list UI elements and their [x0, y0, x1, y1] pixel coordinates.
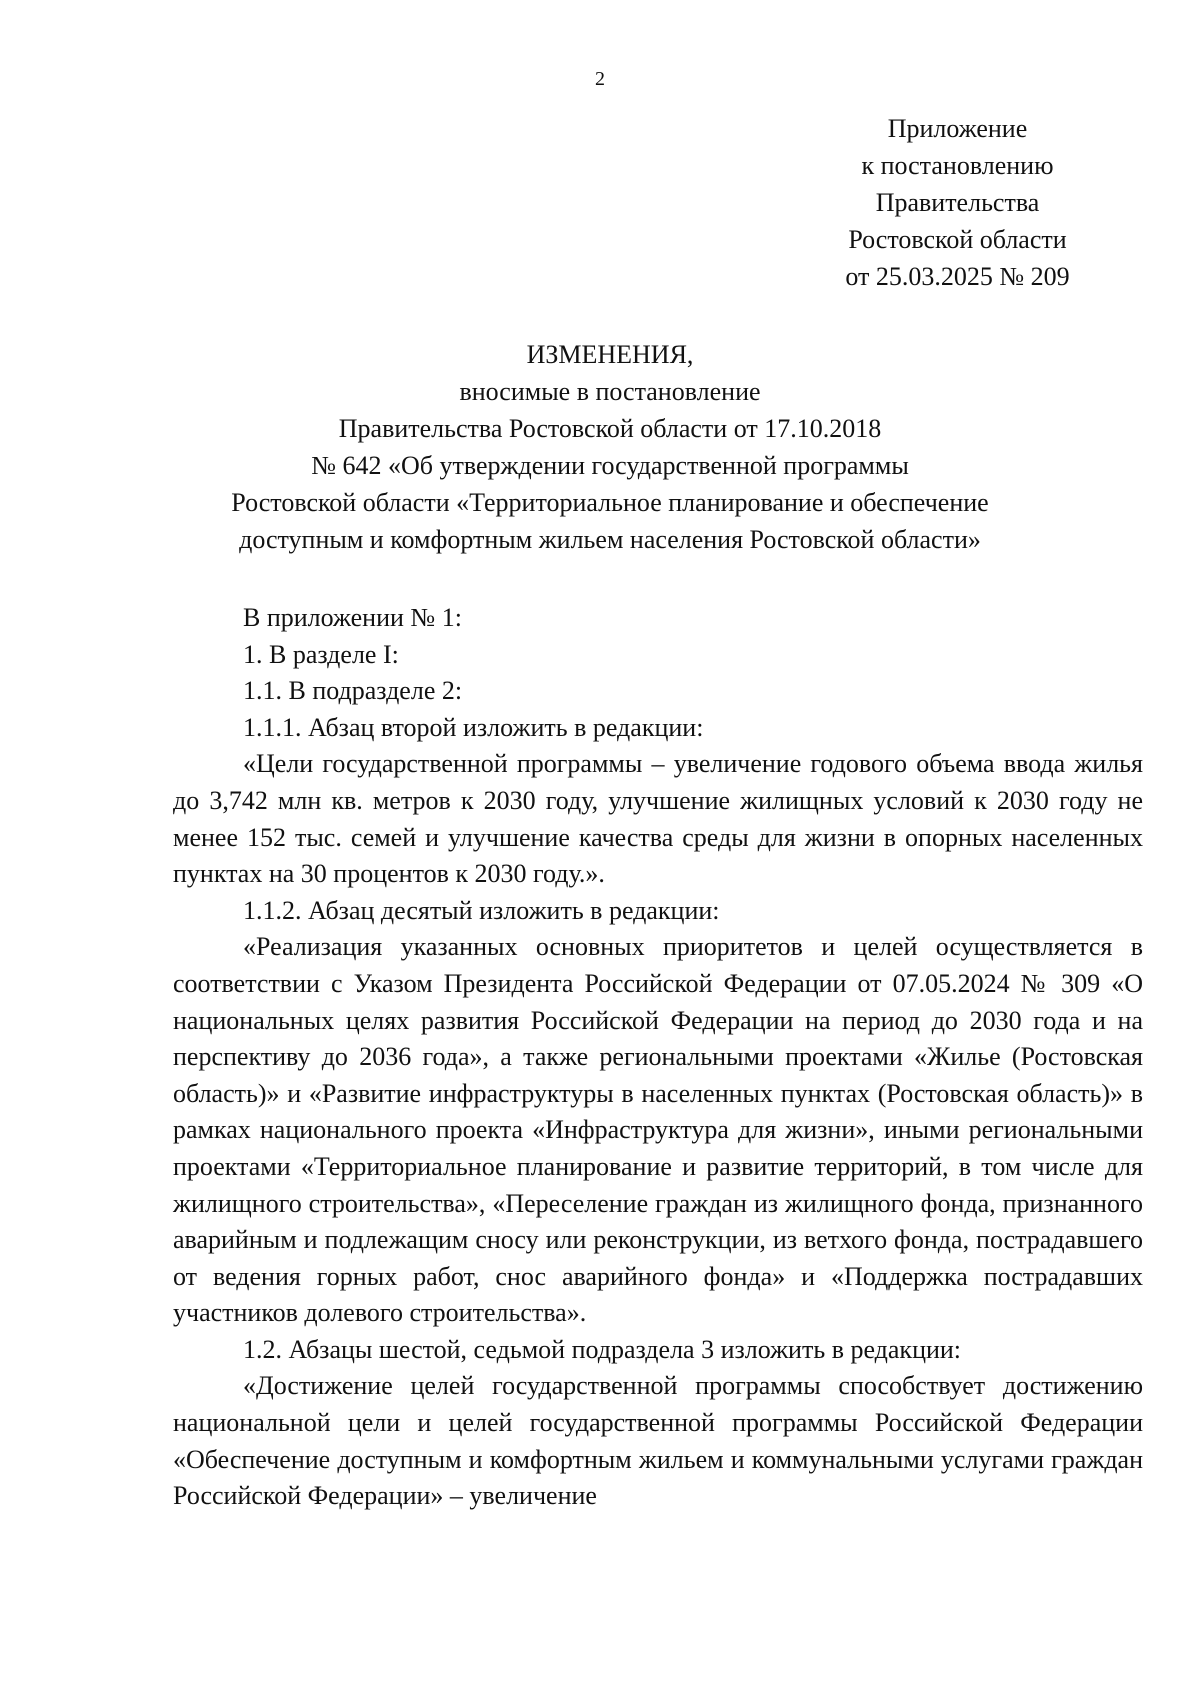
appendix-line: к постановлению — [861, 151, 1054, 180]
paragraph: 1.1. В подразделе 2: — [243, 676, 463, 706]
heading-title: ИЗМЕНЕНИЯ, — [526, 340, 694, 369]
appendix-line: Правительства — [875, 188, 1040, 217]
paragraph: 1.1.1. Абзац второй изложить в редакции: — [243, 712, 704, 742]
page-number: 2 — [595, 68, 605, 90]
appendix-line: от 25.03.2025 № 209 — [845, 262, 1070, 291]
paragraph: 1.2. Абзацы шестой, седьмой подраздела 3 изложить в редакции: — [243, 1334, 962, 1364]
heading-line: вносимые в постановление — [459, 377, 761, 406]
paragraph: 1.1.2. Абзац десятый изложить в редакции: — [243, 895, 720, 925]
heading-line: Правительства Ростовской области от 17.10.2018 — [338, 414, 882, 443]
paragraph: «Реализация указанных основных приоритетов и целей осуществляется в соответствии с Указом Президента Российской Федерации от 07.05.2024 № 309 «О национальных целях развития Российской Федерации на период до 2030 года и на перспективу до 2036 года», а также региональными проектами «Жилье (Ростовская область)» и «Развитие инфраструктуры в населенных пунктах (Ростовская область)» в рамках национального проекта «Инфраструктура для жизни», иными региональными проектами «Территориальное планирование и развитие территорий, в том числе для жилищного строительства», «Переселение граждан из жилищного фонда, признанного аварийным и подлежащим сносу или реконструкции, из ветхого фонда, пострадавшего от ведения горных работ, снос аварийного фонда» и «Поддержка пострадавших участников долевого строительства». — [173, 932, 1143, 1328]
heading-line: № 642 «Об утверждении государственной программы — [311, 451, 909, 480]
paragraph: В приложении № 1: — [243, 603, 462, 632]
paragraph: «Цели государственной программы – увеличение годового объема ввода жилья до 3,742 млн кв. метров к 2030 году, улучшение жилищных условий к 2030 году не менее 152 тыс. семей и улучшение качества среды для жизни в опорных населенных пунктах на 30 процентов к 2030 году.». — [173, 749, 1143, 889]
heading-line: доступным и комфортным жильем населения Ростовской области» — [239, 525, 981, 554]
heading-line: Ростовской области «Территориальное планирование и обеспечение — [231, 488, 989, 517]
document-heading — [170, 336, 1050, 558]
appendix-line: Ростовской области — [848, 225, 1067, 254]
document-body — [173, 600, 1143, 1515]
appendix-block — [820, 110, 1095, 295]
appendix-line: Приложение — [887, 114, 1028, 143]
paragraph: 1. В разделе I: — [243, 639, 399, 669]
paragraph: «Достижение целей государственной программы способствует достижению национальной цели и целей государственной программы Российской Федерации «Обеспечение доступным и комфортным жильем и коммунальными услугами граждан Российской Федерации» – увеличение — [173, 1371, 1143, 1511]
